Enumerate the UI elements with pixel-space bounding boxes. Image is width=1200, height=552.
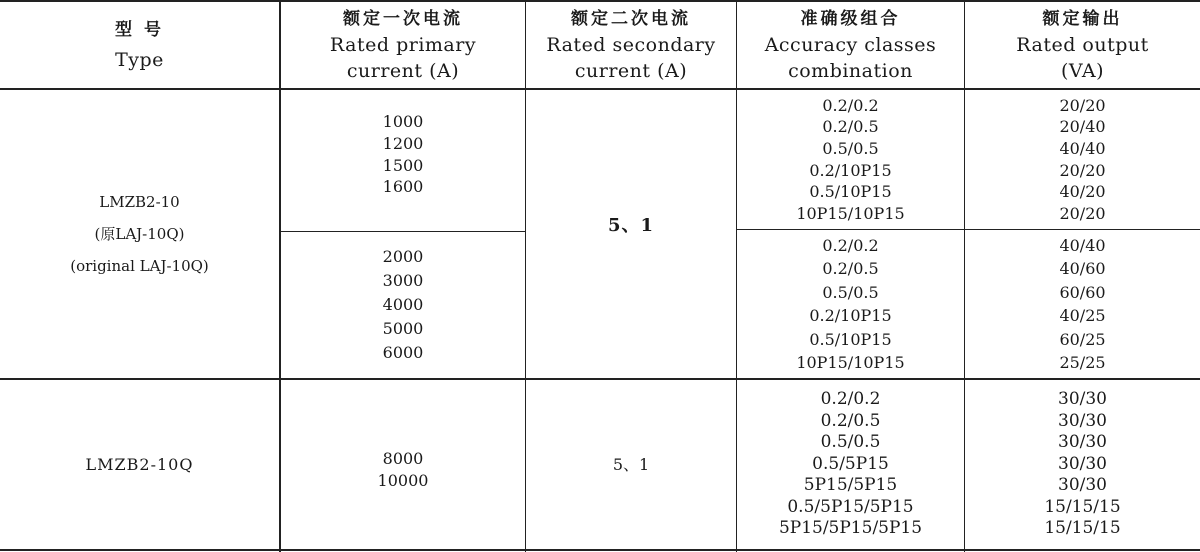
list-item: 15/15/15 — [1044, 496, 1121, 517]
list-item: 5P15/5P15 — [803, 475, 898, 496]
header-primary — [281, 2, 525, 88]
header-type-zh: 型 号 — [115, 20, 164, 40]
list-item: 10000 — [377, 470, 429, 490]
list-item: 1500 — [382, 155, 424, 175]
list-item: 40/40 — [1059, 235, 1106, 255]
list-item: 0.2/0.5 — [822, 259, 879, 278]
list-item: 0.5/0.5 — [822, 138, 879, 158]
row1-group1-primary — [281, 90, 525, 231]
header-accuracy-en1: Accuracy classes — [764, 34, 937, 56]
list-item: 5000 — [382, 319, 424, 338]
table-bottom-rule — [0, 549, 1200, 551]
list-item: 20/20 — [1059, 203, 1106, 223]
list-item: 10P15/10P15 — [796, 203, 905, 223]
list-item: 20/40 — [1059, 117, 1106, 137]
header-secondary — [526, 2, 736, 88]
list-item: 4000 — [382, 295, 424, 314]
list-item: 3000 — [382, 271, 424, 290]
list-item: 40/25 — [1059, 306, 1106, 325]
row1-secondary — [526, 90, 736, 378]
list-item: 0.2/10P15 — [809, 306, 892, 325]
list-item: 60/25 — [1059, 329, 1106, 349]
header-output — [965, 2, 1200, 88]
row1-group1-accuracy — [737, 90, 964, 229]
row1-type-name: LMZB2-10 — [99, 193, 180, 211]
header-output-en1: Rated output — [1016, 34, 1149, 56]
header-primary-zh: 额定一次电流 — [343, 9, 463, 29]
list-item: 0.2/0.5 — [820, 410, 881, 431]
row1-type-former-en: (original LAJ-10Q) — [70, 257, 209, 275]
list-item: 0.5/0.5 — [822, 282, 879, 302]
row2-type — [0, 380, 279, 549]
list-item: 0.2/10P15 — [809, 160, 892, 180]
row2-output — [965, 380, 1200, 549]
header-primary-en1: Rated primary — [329, 34, 477, 56]
list-item: 5P15/5P15/5P15 — [778, 518, 923, 539]
list-item: 30/30 — [1058, 432, 1107, 453]
row1-group2-output — [965, 230, 1200, 378]
list-item: 30/30 — [1058, 475, 1107, 496]
row1-group1-output — [965, 90, 1200, 229]
list-item: 0.2/0.2 — [822, 235, 879, 255]
header-output-zh: 额定输出 — [1042, 9, 1123, 29]
list-item: 40/40 — [1059, 138, 1106, 158]
list-item: 40/60 — [1059, 259, 1106, 278]
row1-group2-accuracy — [737, 230, 964, 378]
list-item: 0.5/10P15 — [809, 329, 892, 349]
list-item: 20/20 — [1059, 95, 1106, 115]
list-item: 1000 — [382, 112, 424, 132]
list-item: 0.5/0.5 — [820, 432, 881, 453]
list-item: 1600 — [382, 177, 424, 197]
list-item: 0.2/0.2 — [820, 389, 881, 410]
list-item: 8000 — [382, 448, 424, 468]
list-item: 1200 — [382, 133, 424, 153]
row2-secondary — [526, 380, 736, 549]
list-item: 40/20 — [1059, 182, 1106, 202]
list-item: 10P15/10P15 — [796, 353, 905, 372]
list-item: 30/30 — [1058, 453, 1107, 474]
list-item: 30/30 — [1058, 389, 1107, 410]
list-item: 0.5/5P15 — [812, 453, 889, 474]
header-type — [0, 2, 279, 88]
list-item: 60/60 — [1059, 282, 1106, 302]
header-accuracy — [737, 2, 964, 88]
header-accuracy-en2: combination — [788, 60, 913, 82]
row1-secondary-value: 5、1 — [607, 215, 655, 236]
row1-group2-primary — [281, 232, 525, 378]
row2-accuracy — [737, 380, 964, 549]
header-secondary-en1: Rated secondary — [546, 34, 716, 56]
row2-type-name: LMZB2-10Q — [85, 455, 194, 474]
list-item: 15/15/15 — [1044, 518, 1121, 539]
list-item: 25/25 — [1059, 353, 1106, 372]
list-item: 0.2/0.2 — [822, 95, 879, 115]
row2-primary — [281, 380, 525, 549]
header-secondary-zh: 额定二次电流 — [571, 9, 691, 29]
row2-secondary-value: 5、1 — [612, 455, 650, 474]
header-primary-en2: current (A) — [346, 60, 460, 82]
list-item: 30/30 — [1058, 410, 1107, 431]
header-type-en: Type — [115, 49, 164, 71]
row1-type — [0, 90, 279, 378]
list-item: 0.5/5P15/5P15 — [787, 496, 914, 517]
list-item: 2000 — [382, 247, 424, 266]
header-accuracy-zh: 准确级组合 — [800, 9, 901, 29]
header-output-en2: (VA) — [1061, 60, 1104, 82]
list-item: 20/20 — [1059, 160, 1106, 180]
list-item: 6000 — [382, 343, 424, 362]
list-item: 0.2/0.5 — [822, 117, 879, 137]
header-secondary-en2: current (A) — [574, 60, 688, 82]
list-item: 0.5/10P15 — [809, 182, 892, 202]
row1-type-former-zh: (原LAJ-10Q) — [94, 225, 185, 243]
